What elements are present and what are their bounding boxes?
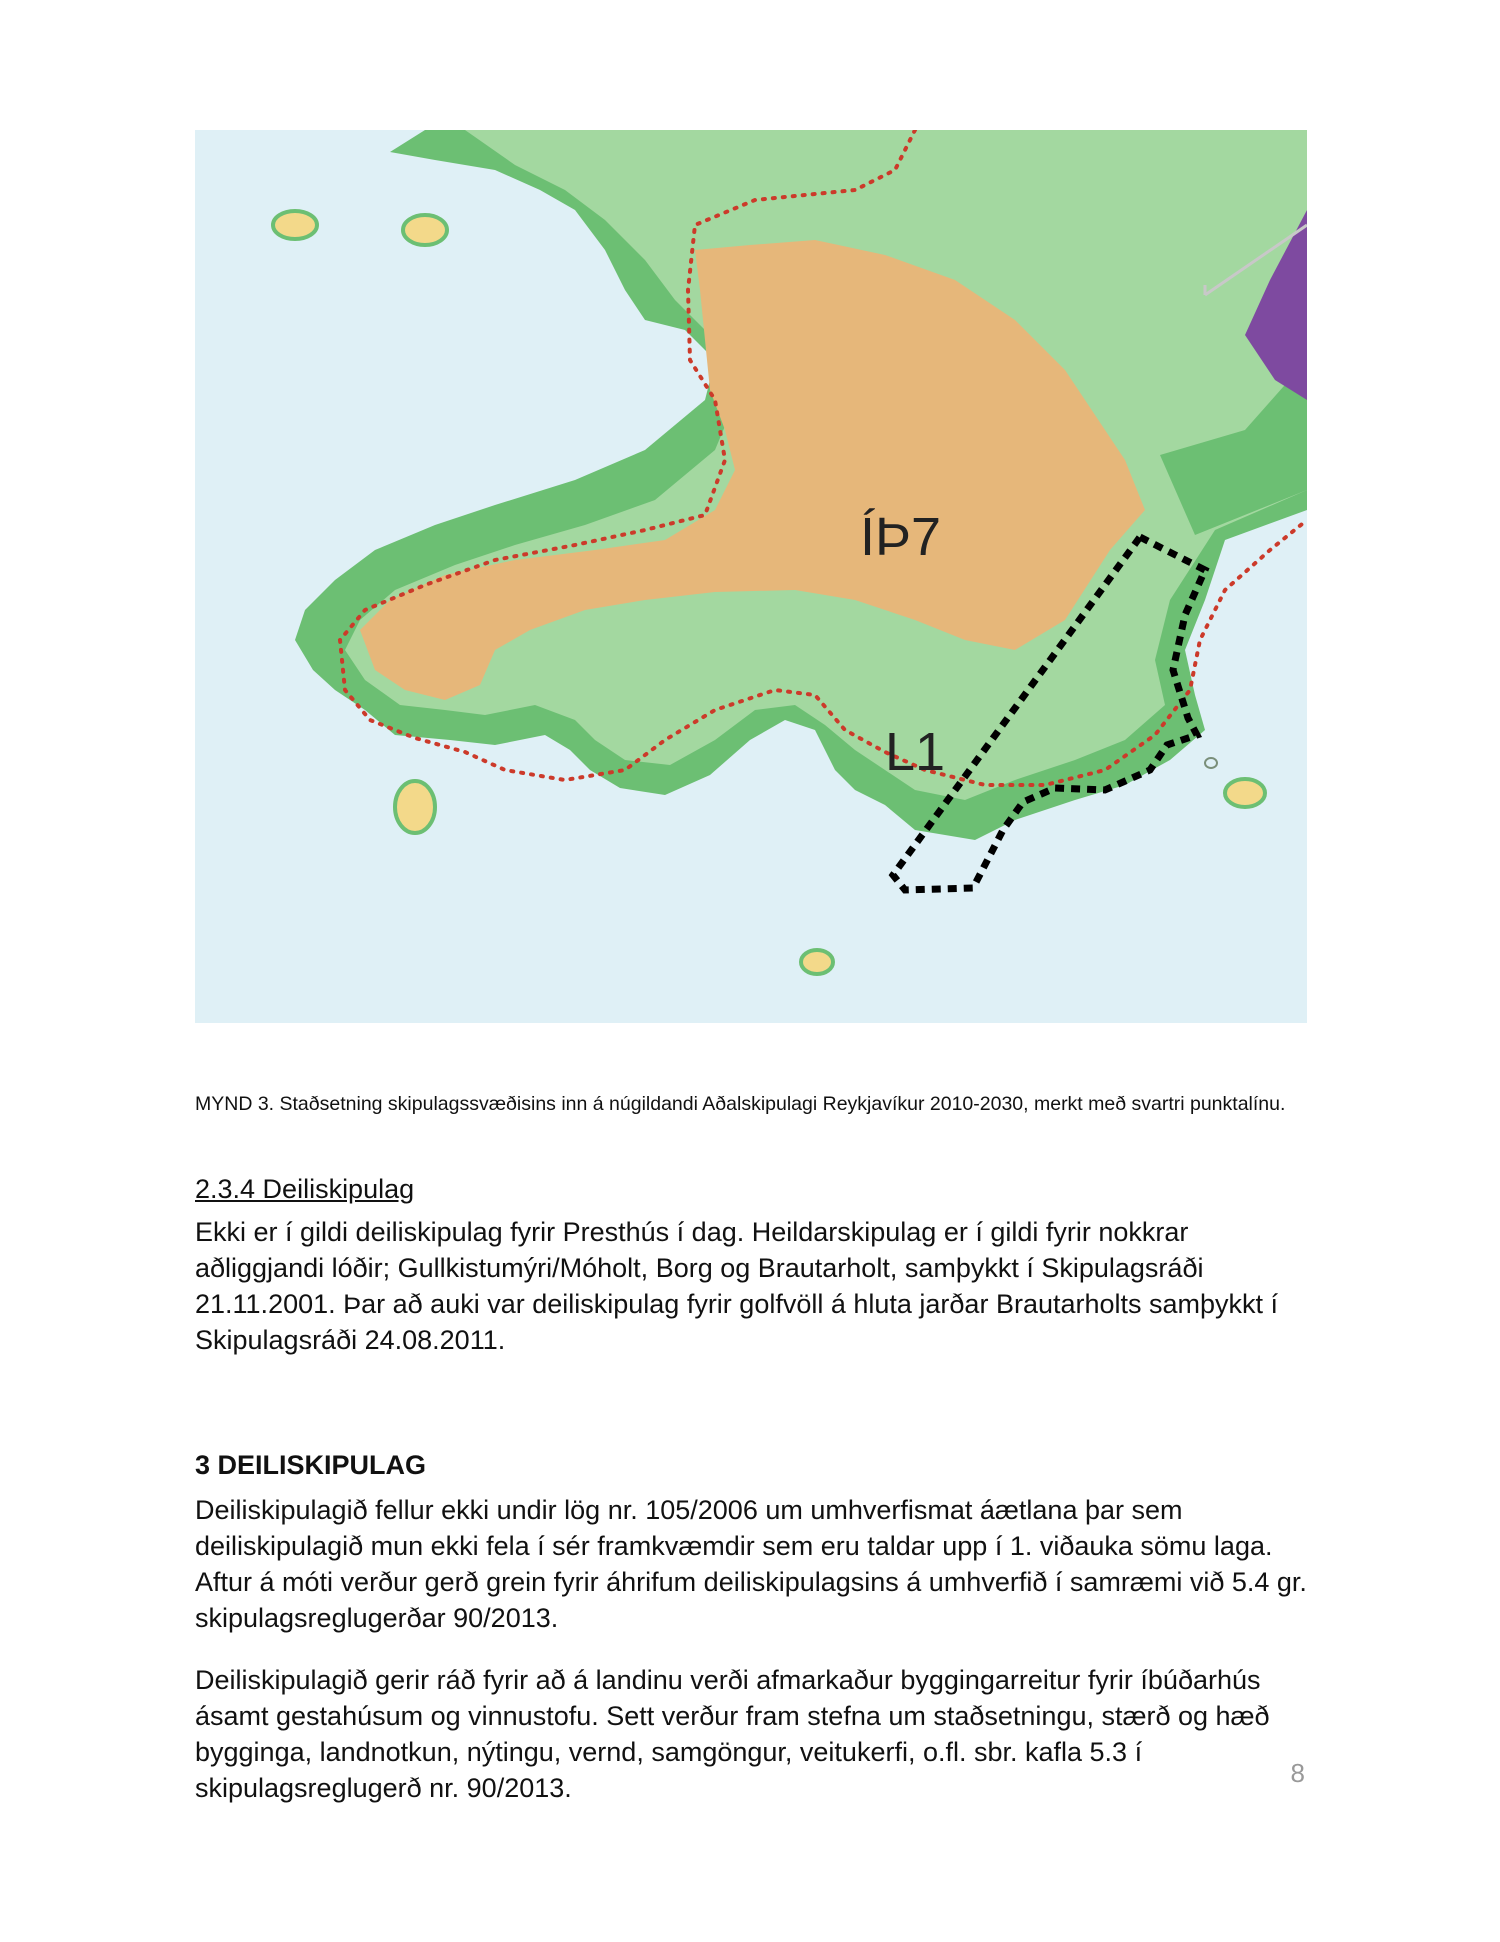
island-5 (801, 950, 833, 974)
section-2-3-4-heading: 2.3.4 Deiliskipulag (195, 1174, 415, 1204)
zone-label-l1: L1 (885, 722, 946, 782)
island-4 (1225, 779, 1265, 807)
land-use-map (195, 130, 1307, 1023)
figure-caption: MYND 3. Staðsetning skipulagssvæðisins inn á núgildandi Aðalskipulagi Reykjavíkur 2010-2030, merkt með svartri punktalínu. (195, 1093, 1286, 1115)
section-3-para-2: Deiliskipulagið gerir ráð fyrir að á landinu verði afmarkaður byggingarreitur fyrir íbúðarhús ásamt gestahúsum og vinnustofu. Sett verður fram stefna um staðsetningu, stærð og hæð bygginga, landnotkun, nýtingu, vernd, samgöngur, veitukerfi, o.fl. sbr. kafla 5.3 í skipulagsreglugerð nr. 90/2013. (195, 1665, 1270, 1803)
map-svg (195, 130, 1307, 1023)
island-1 (273, 211, 317, 239)
island-2 (403, 215, 447, 245)
page-number: 8 (1290, 1758, 1305, 1788)
zone-label-ip7: ÍÞ7 (860, 507, 942, 567)
island-3 (395, 781, 435, 833)
section-3-para-1: Deiliskipulagið fellur ekki undir lög nr. 105/2006 um umhverfismat áætlana þar sem deiliskipulagið mun ekki fela í sér framkvæmdir sem eru taldar upp í 1. viðauka sömu laga. Aftur á móti verður gerð grein fyrir áhrifum deiliskipulagsins á umhverfið í samræmi við 5.4 gr. skipulagsreglugerðar 90/2013. (195, 1495, 1307, 1633)
section-3-heading: 3 DEILISKIPULAG (195, 1450, 427, 1480)
rock (1205, 758, 1217, 768)
section-2-3-4-text: Ekki er í gildi deiliskipulag fyrir Presthús í dag. Heildarskipulag er í gildi fyrir nokkrar aðliggjandi lóðir; Gullkistumýri/Móholt, Borg og Brautarholt, samþykkt í Skipulagsráði 21.11.2001. Þar að auki var deiliskipulag fyrir golfvöll á hluta jarðar Brautarholts samþykkt í Skipulagsráði 24.08.2011. (195, 1217, 1279, 1355)
